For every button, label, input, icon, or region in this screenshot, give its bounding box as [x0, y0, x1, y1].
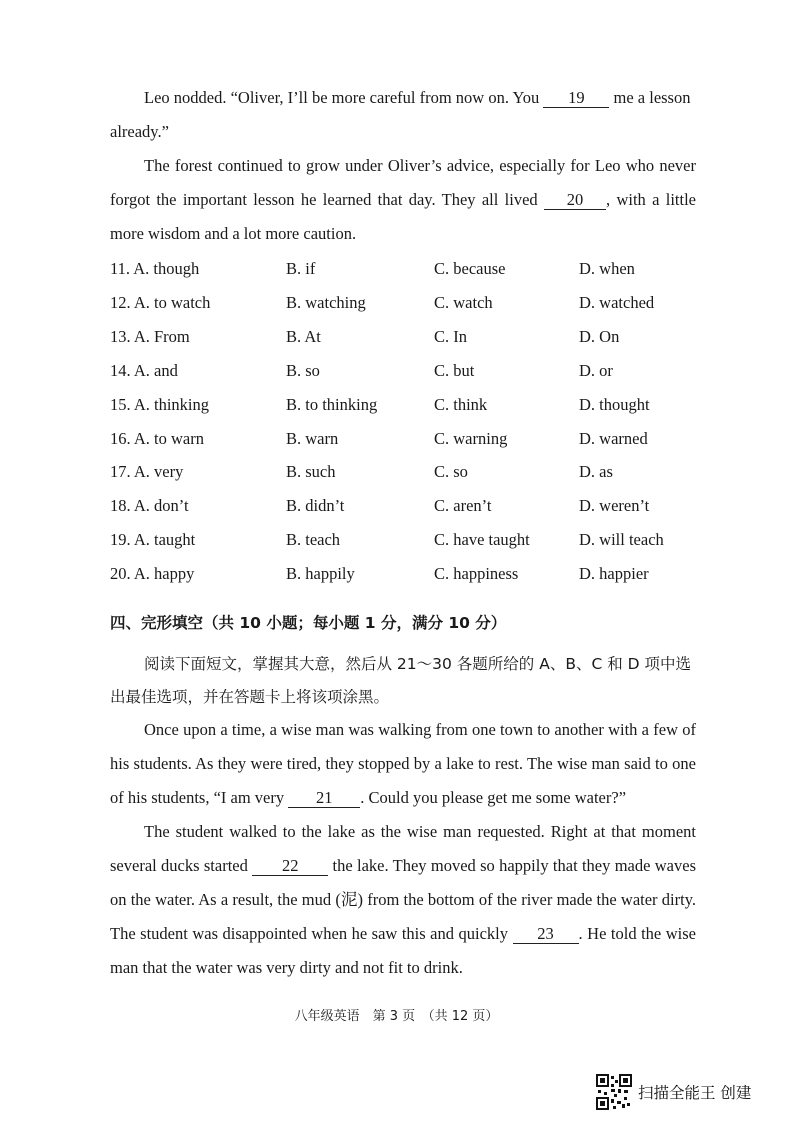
option-d: D. will teach	[579, 530, 664, 550]
option-c: C. have taught	[434, 530, 530, 550]
option-row	[110, 455, 710, 489]
option-c: C. think	[434, 394, 488, 414]
option-d: D. when	[579, 259, 635, 278]
option-b: B. to thinking	[286, 394, 378, 414]
answer-blank-19: 19	[543, 89, 609, 108]
qr-code-icon	[596, 1074, 632, 1110]
option-b: B. didn’t	[286, 496, 345, 516]
option-b: B. if	[286, 259, 316, 278]
watermark-text: 扫描全能王 创建	[638, 1084, 752, 1102]
option-b: B. such	[286, 462, 336, 482]
option-d: D. thought	[579, 394, 650, 414]
option-c: C. In	[434, 326, 467, 346]
option-b: B. warn	[286, 428, 339, 448]
option-row	[110, 320, 710, 354]
option-c: C. but	[434, 360, 475, 380]
option-d: D. warned	[579, 428, 648, 448]
passage-paragraph-20: The forest continued to grow under Oliver’s advice, especially for Leo who never forgot the important lesson he learned that day. They all lived 20 , with a little more wisdom and a lot more caution.	[110, 156, 697, 243]
option-a: 15. A. thinking	[110, 394, 210, 414]
section-title: 四、完形填空（共 10 小题；每小题 1 分，满分 10 分）	[110, 614, 507, 632]
option-c: C. because	[434, 259, 506, 278]
page-footer: 八年级英语 第 3 页 （共 12 页）	[294, 1009, 499, 1024]
option-d: D. as	[579, 462, 613, 482]
option-row	[110, 286, 710, 320]
option-a: 17. A. very	[110, 462, 184, 482]
option-c: C. watch	[434, 292, 493, 312]
option-a: 11. A. though	[110, 259, 200, 278]
passage-paragraph-19: Leo nodded. “Oliver, I’ll be more careful from now on. You 19 me a lesson already.”	[110, 88, 691, 141]
option-c: C. aren’t	[434, 496, 492, 516]
option-d: D. weren’t	[579, 496, 650, 516]
option-a: 12. A. to watch	[110, 292, 211, 312]
option-row	[110, 422, 710, 456]
option-row	[110, 354, 710, 388]
option-b: B. so	[286, 360, 320, 380]
option-row	[110, 489, 710, 523]
option-a: 13. A. From	[110, 326, 190, 346]
answer-blank-22: 22	[252, 857, 328, 876]
option-b: B. teach	[286, 530, 341, 550]
answer-blank-20: 20	[544, 191, 606, 210]
option-a: 18. A. don’t	[110, 496, 189, 516]
section-instruction: 阅读下面短文，掌握其大意，然后从 21～30 各题所给的 A、B、C 和 D 项中选出最佳选项，并在答题卡上将该项涂黑。	[110, 655, 692, 706]
passage-paragraph-22-23: The student walked to the lake as the wise man requested. Right at that moment several ducks started 22 the lake. They moved so happily that they made waves on the water. As a result, the mud (泥) from the bottom of the river made the water dirty. The student was disappointed when he saw this and quickly 23 . He told the wise man that the water was very dirty and not fit to drink.	[110, 822, 697, 977]
option-a: 19. A. taught	[110, 530, 196, 550]
scanner-watermark	[596, 1072, 751, 1112]
option-row	[110, 388, 710, 422]
answer-blank-21: 21	[288, 789, 360, 808]
option-row	[110, 557, 710, 591]
option-a: 16. A. to warn	[110, 428, 204, 448]
option-c: C. so	[434, 462, 468, 482]
option-row	[110, 252, 710, 286]
option-b: B. watching	[286, 292, 366, 312]
option-d: D. On	[579, 326, 620, 346]
option-d: D. happier	[579, 564, 649, 584]
passage-paragraph-21: Once upon a time, a wise man was walking from one town to another with a few of his students. As they were tired, they stopped by a lake to rest. The wise man said to one of his students, “I am very 21 . Could you please get me some water?”	[110, 720, 696, 807]
option-b: B. happily	[286, 564, 355, 584]
option-d: D. or	[579, 360, 613, 380]
option-b: B. At	[286, 326, 321, 346]
option-row	[110, 523, 710, 557]
option-a: 14. A. and	[110, 360, 178, 380]
option-c: C. warning	[434, 428, 508, 448]
option-a: 20. A. happy	[110, 564, 195, 584]
answer-blank-23: 23	[513, 925, 579, 944]
option-d: D. watched	[579, 292, 655, 312]
option-c: C. happiness	[434, 564, 519, 584]
